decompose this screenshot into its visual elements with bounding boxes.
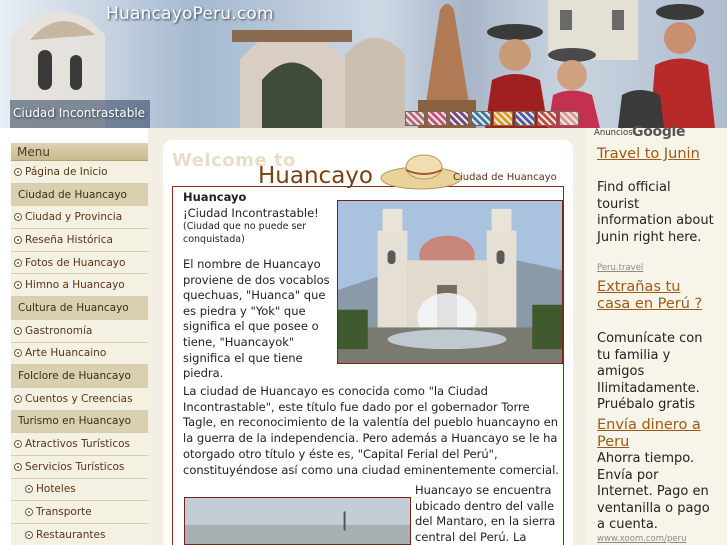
nav-item-label: Ciudad de Huancayo xyxy=(18,188,127,201)
straw-hat-icon xyxy=(380,152,462,192)
nav-item[interactable] xyxy=(11,184,148,207)
flag-thumbnail[interactable] xyxy=(493,111,513,126)
nav-item[interactable] xyxy=(11,252,148,275)
nav-item-label: Transporte xyxy=(36,506,92,519)
site-title[interactable]: HuancayoPeru.com xyxy=(106,4,274,24)
valley-photo xyxy=(184,497,411,545)
paragraph-location: Huancayo se encuentra ubicado dentro del valle del Mantaro, en la sierra central del Perú. La xyxy=(415,483,556,544)
ad-body-2: Comunícate con tu familia y amigos Ilimitadamente. Pruébalo gratis xyxy=(597,331,703,412)
nav-item[interactable] xyxy=(11,343,148,366)
nav-list xyxy=(11,161,148,545)
ad-body-3: Ahorra tiempo. Envía por Internet. Pago en ventanilla o pago a cuenta. xyxy=(597,451,710,532)
nav-item[interactable] xyxy=(11,524,148,545)
intro-note: (Ciudad que no puede ser conquistada) xyxy=(183,221,307,245)
ad-url-3[interactable]: www.xoom.com/peru xyxy=(597,534,687,544)
nav-item-label: Gastronomía xyxy=(25,324,93,337)
ad-title-2[interactable]: Extrañas tu casa en Perú ? xyxy=(597,279,703,312)
flag-thumbnail[interactable] xyxy=(537,111,557,126)
flag-thumbnail[interactable] xyxy=(405,111,425,126)
ad-title-3[interactable]: Envía dinero a Peru xyxy=(597,417,701,450)
city-subtitle: Ciudad de Huancayo xyxy=(453,172,557,183)
nav-item[interactable] xyxy=(11,411,148,434)
ad-body-1: Find official tourist information about Junin right here. xyxy=(597,180,714,245)
paragraph-city-title: La ciudad de Huancayo es conocida como "la Ciudad Incontrastable", este título fue dado por el gobernador Torre Tagle, en reconocimiento de la valentía del pueblo huancayno en la guerra de la independencia. Pero además a Huancayo se le ha otorgado otro título y éste es, "Capital Ferial del Perú", constituyéndose así como una ciudad eminentemente comercial. xyxy=(183,384,559,477)
nav-item-label: Página de Inicio xyxy=(25,165,108,178)
cathedral-photo xyxy=(337,200,563,364)
flag-thumbnail[interactable] xyxy=(449,111,469,126)
nav-item-label: Ciudad y Provincia xyxy=(25,211,123,224)
bullet-icon xyxy=(14,349,22,357)
nav-item[interactable] xyxy=(11,229,148,252)
ads-label: Anuncios xyxy=(594,128,633,138)
nav-item-label: Fotos de Huancayo xyxy=(25,256,126,269)
bullet-icon xyxy=(14,281,22,289)
page-title: Huancayo xyxy=(258,163,373,189)
nav-item-label: Servicios Turísticos xyxy=(25,460,125,473)
bullet-icon xyxy=(14,395,22,403)
intro-motto: ¡Ciudad Incontrastable! xyxy=(183,206,319,220)
nav-item[interactable] xyxy=(11,433,148,456)
nav-item-label: Restaurantes xyxy=(36,528,106,541)
paragraph-name-origin: El nombre de Huancayo proviene de dos vocablos quechuas, "Huanca" que es piedra y "Yok" que significa el que posee o tiene, "Huancayok" significa el que tiene piedra. xyxy=(183,257,330,381)
bullet-icon xyxy=(14,259,22,267)
nav-item-label: Reseña Histórica xyxy=(25,233,113,246)
nav-item[interactable] xyxy=(11,161,148,184)
nav-item[interactable] xyxy=(11,320,148,343)
flag-strip xyxy=(405,111,579,126)
intro-heading: Huancayo xyxy=(183,190,247,204)
header-tagline: Ciudad Incontrastable xyxy=(13,106,146,120)
bullet-icon xyxy=(14,213,22,221)
bullet-icon xyxy=(25,508,33,516)
left-nav-menu xyxy=(11,143,148,545)
nav-item[interactable] xyxy=(11,388,148,411)
nav-item-label: Turismo en Huancayo xyxy=(18,415,132,428)
header-banner xyxy=(0,0,727,128)
nav-item[interactable] xyxy=(11,274,148,297)
nav-item-label: Folclore de Huancayo xyxy=(18,370,131,383)
nav-item-label: Cultura de Huancayo xyxy=(18,301,129,314)
nav-item-label: Himno a Huancayo xyxy=(25,279,125,292)
bullet-icon xyxy=(14,440,22,448)
nav-item-label: Arte Huancaino xyxy=(25,347,107,360)
welcome-text: Welcome to xyxy=(172,150,296,171)
bullet-icon xyxy=(14,236,22,244)
nav-item[interactable] xyxy=(11,365,148,388)
nav-item[interactable] xyxy=(11,479,148,502)
flag-thumbnail[interactable] xyxy=(559,111,579,126)
menu-title: Menu xyxy=(11,143,148,161)
bullet-icon xyxy=(14,168,22,176)
flag-thumbnail[interactable] xyxy=(515,111,535,126)
ad-url-1[interactable]: Peru.travel xyxy=(597,263,644,273)
nav-item[interactable] xyxy=(11,456,148,479)
nav-item[interactable] xyxy=(11,297,148,320)
ad-title-1[interactable]: Travel to Junin xyxy=(597,146,700,162)
bullet-icon xyxy=(25,531,33,539)
flag-thumbnail[interactable] xyxy=(427,111,447,126)
nav-item-label: Hoteles xyxy=(36,483,76,496)
bullet-icon xyxy=(14,463,22,471)
google-logo[interactable]: Google xyxy=(632,124,686,140)
bullet-icon xyxy=(14,327,22,335)
bullet-icon xyxy=(25,485,33,493)
nav-item-label: Atractivos Turísticos xyxy=(25,438,130,451)
flag-thumbnail[interactable] xyxy=(471,111,491,126)
nav-item[interactable] xyxy=(11,501,148,524)
nav-item-label: Cuentos y Creencias xyxy=(25,392,133,405)
nav-item[interactable] xyxy=(11,206,148,229)
